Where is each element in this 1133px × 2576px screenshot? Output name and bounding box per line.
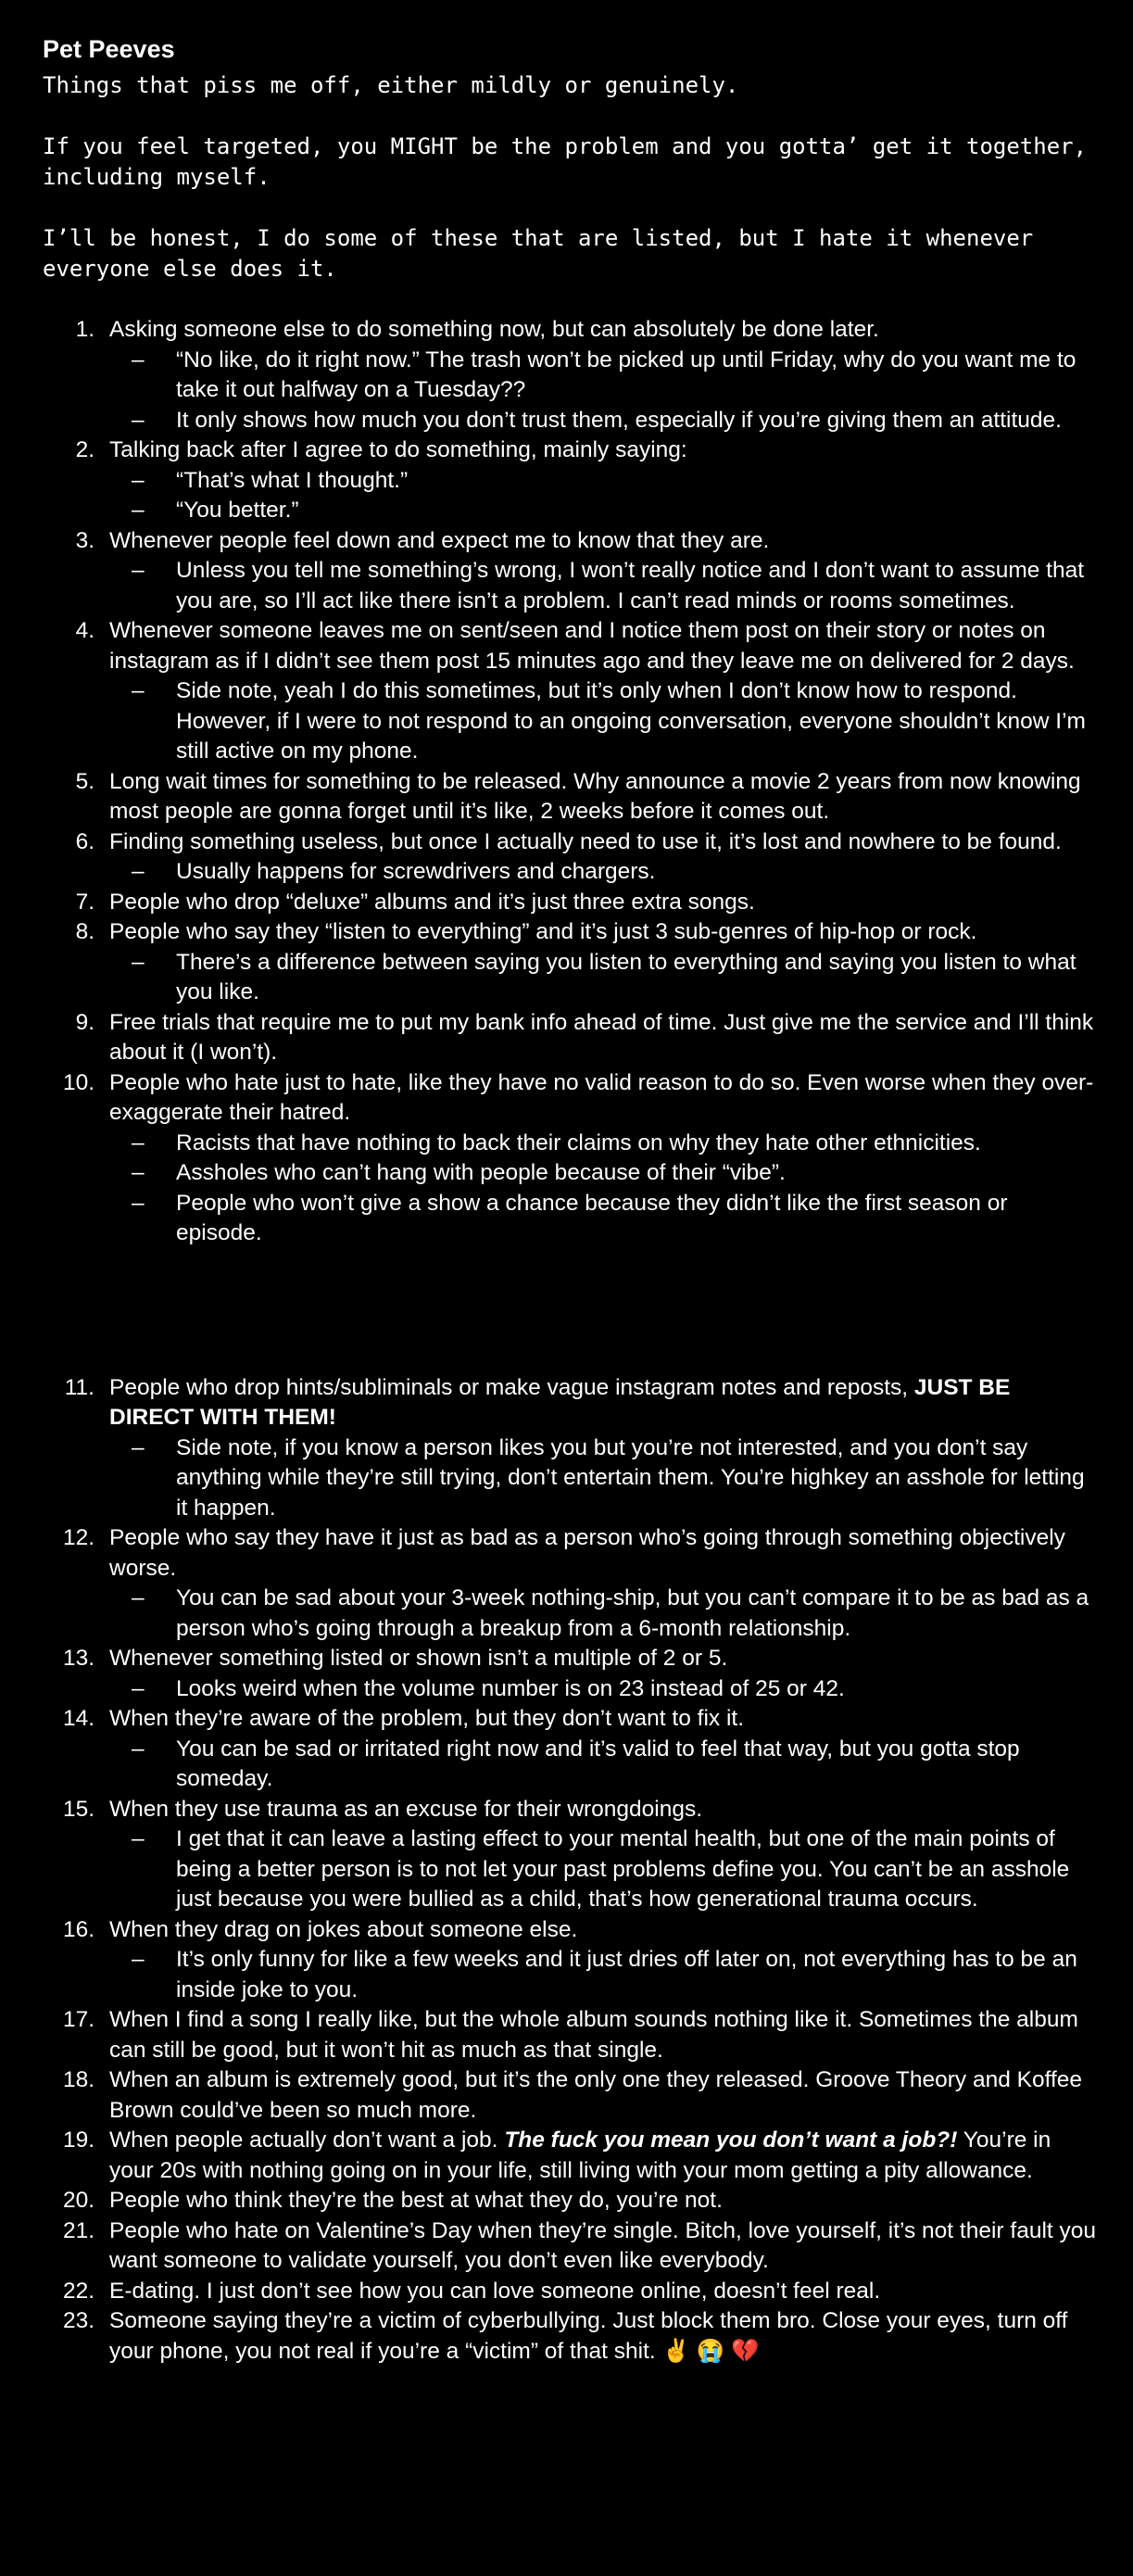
page-title: Pet Peeves bbox=[43, 35, 175, 63]
list-item-text: E-dating. I just don’t see how you can love someone online, doesn’t feel real. bbox=[109, 2278, 881, 2304]
dash-bullet: – bbox=[132, 949, 145, 975]
spacer bbox=[43, 284, 1099, 315]
list-item-text: Finding something useless, but once I actually need to use it, it’s lost and nowhere to be found. bbox=[109, 828, 1062, 854]
sub-list-item-text: Side note, if you know a person likes you but you’re not interested, and you don’t say anything while they’re still trying, don’t entertain them. You’re highkey an asshole for letting it happen. bbox=[176, 1434, 1085, 1521]
sub-list bbox=[109, 676, 1099, 767]
dash-bullet: – bbox=[132, 1736, 145, 1762]
sub-list bbox=[109, 1584, 1099, 1644]
sub-list bbox=[109, 1735, 1099, 1795]
sub-list-item-text: Racists that have nothing to back their claims on why they hate other ethnicities. bbox=[176, 1130, 981, 1155]
sub-list-item bbox=[109, 1129, 1099, 1159]
sub-list bbox=[109, 1129, 1099, 1249]
list-item bbox=[43, 1915, 1099, 2006]
list-item bbox=[43, 1795, 1099, 1915]
list-item-text: Long wait times for something to be released. Why announce a movie 2 years from now knowing most people are gonna forget until it’s like, 2 weeks before it comes out. bbox=[109, 768, 1081, 824]
list-item bbox=[43, 1068, 1099, 1249]
sub-list-item bbox=[109, 1674, 1099, 1705]
sub-list-item-text: People who won’t give a show a chance because they didn’t like the first season or episode. bbox=[176, 1190, 1008, 1245]
sub-list-item bbox=[109, 1433, 1099, 1524]
list-item bbox=[43, 827, 1099, 888]
dash-bullet: – bbox=[132, 859, 145, 884]
sub-list-item bbox=[109, 1735, 1099, 1795]
dash-bullet: – bbox=[132, 407, 145, 433]
sub-list bbox=[109, 556, 1099, 616]
list-item-text: Talking back after I agree to do something, mainly saying: bbox=[109, 437, 687, 462]
document bbox=[43, 33, 1099, 2367]
dash-bullet: – bbox=[132, 467, 145, 493]
sub-list-item-text: Looks weird when the volume number is on 23 instead of 25 or 42. bbox=[176, 1675, 845, 1701]
list-item-number: 23. bbox=[62, 2308, 94, 2333]
list-item bbox=[43, 1008, 1099, 1068]
list-item-number: 19. bbox=[62, 2128, 94, 2153]
list-item-number: 4. bbox=[75, 618, 94, 643]
list-item-text: When an album is extremely good, but it’s the only one they released. Groove Theory and Koffee Brown could’ve been so much more. bbox=[109, 2067, 1083, 2123]
dash-bullet: – bbox=[132, 498, 145, 523]
list-item-number: 9. bbox=[75, 1009, 94, 1035]
list-item-text: People who say they “listen to everything” and it’s just 3 sub-genres of hip-hop or rock. bbox=[109, 919, 977, 944]
list-item-text: Whenever people feel down and expect me to know that they are. bbox=[109, 527, 770, 553]
list-item-text: People who say they have it just as bad as a person who’s going through something objectively worse. bbox=[109, 1525, 1065, 1581]
list-item bbox=[43, 2216, 1099, 2277]
list-item-number: 13. bbox=[62, 1646, 94, 1671]
list-item-emphasis-text: The fuck you mean you don’t want a job?! bbox=[504, 2128, 958, 2153]
list-item-bold-text: JUST BE DIRECT WITH THEM! bbox=[109, 1374, 1011, 1430]
sub-list-item bbox=[109, 1189, 1099, 1249]
sub-list-item-text: Assholes who can’t hang with people because of their “vibe”. bbox=[176, 1160, 786, 1185]
sub-list-item-text: “That’s what I thought.” bbox=[176, 467, 409, 493]
list-item bbox=[43, 2065, 1099, 2126]
intro-line-2: If you feel targeted, you MIGHT be the problem and you gotta’ get it together, including myself. bbox=[43, 133, 1088, 190]
list-item bbox=[43, 1644, 1099, 1704]
dash-bullet: – bbox=[132, 1434, 145, 1460]
list-item-number: 2. bbox=[75, 437, 94, 462]
sub-list bbox=[109, 1674, 1099, 1705]
list-item-number: 15. bbox=[62, 1796, 94, 1822]
sub-list bbox=[109, 466, 1099, 526]
list-item-number: 16. bbox=[62, 1916, 94, 1942]
dash-bullet: – bbox=[132, 1947, 145, 1972]
list-item bbox=[43, 315, 1099, 436]
list-item-text: Whenever someone leaves me on sent/seen and I notice them post on their story or notes on instagram as if I didn’t see them post 15 minutes ago and they leave me on delivered for 2 days. bbox=[109, 618, 1075, 674]
list-item bbox=[43, 2005, 1099, 2065]
sub-list-item bbox=[109, 496, 1099, 526]
list-item-number: 6. bbox=[75, 828, 94, 854]
list-item-number: 1. bbox=[75, 317, 94, 342]
sub-list-item bbox=[109, 406, 1099, 436]
list-item bbox=[43, 1373, 1099, 1524]
list-item-number: 8. bbox=[75, 919, 94, 944]
dash-bullet: – bbox=[132, 1130, 145, 1155]
spacer bbox=[43, 101, 1099, 132]
sub-list-item-text: I get that it can leave a lasting effect to your mental health, but one of the main points of being a better person is to not let your past problems define you. You can’t be an asshole just because you were bullied as a child, that’s how generational trauma occurs. bbox=[176, 1826, 1070, 1912]
list-item-number: 10. bbox=[62, 1069, 94, 1095]
dash-bullet: – bbox=[132, 347, 145, 373]
pet-peeves-list bbox=[43, 315, 1099, 2367]
list-item-text: Someone saying they’re a victim of cyberbullying. Just block them bro. Close your eyes, turn off your phone, you not real if you’re a “victim” of that shit. ✌️ 😭 💔 bbox=[109, 2308, 1068, 2364]
list-item bbox=[43, 2306, 1099, 2367]
dash-bullet: – bbox=[132, 558, 145, 583]
list-item-text: When I find a song I really like, but the whole album sounds nothing like it. Sometimes the album can still be good, but it won’t hit as much as that single. bbox=[109, 2007, 1078, 2063]
dash-bullet: – bbox=[132, 1675, 145, 1701]
sub-list-item-text: “No like, do it right now.” The trash won’t be picked up until Friday, why do you want me to take it out halfway on a Tuesday?? bbox=[176, 347, 1076, 402]
sub-list-item-text: Unless you tell me something’s wrong, I won’t really notice and I don’t want to assume that you are, so I’ll act like there isn’t a problem. I can’t read minds or rooms sometimes. bbox=[176, 558, 1085, 613]
page-break-spacer bbox=[43, 1249, 1099, 1373]
sub-list-item bbox=[109, 466, 1099, 497]
list-item-text: People who hate just to hate, like they have no valid reason to do so. Even worse when they over-exaggerate their hatred. bbox=[109, 1069, 1094, 1125]
list-item-number: 21. bbox=[62, 2217, 94, 2243]
list-item-text: People who drop hints/subliminals or make vague instagram notes and reposts, bbox=[109, 1374, 914, 1400]
list-item-text: When they’re aware of the problem, but they don’t want to fix it. bbox=[109, 1706, 744, 1731]
list-item-number: 22. bbox=[62, 2278, 94, 2304]
sub-list-item bbox=[109, 1945, 1099, 2005]
list-item bbox=[43, 526, 1099, 617]
list-item-number: 14. bbox=[62, 1706, 94, 1731]
sub-list-item-text: It only shows how much you don’t trust them, especially if you’re giving them an attitude. bbox=[176, 407, 1062, 433]
sub-list-item bbox=[109, 1158, 1099, 1189]
list-item-text: When they use trauma as an excuse for their wrongdoings. bbox=[109, 1796, 703, 1822]
list-item-number: 17. bbox=[62, 2007, 94, 2032]
sub-list bbox=[109, 948, 1099, 1008]
sub-list-item-text: There’s a difference between saying you listen to everything and saying you listen to what you like. bbox=[176, 949, 1076, 1004]
sub-list-item bbox=[109, 1825, 1099, 1915]
list-item-text: Free trials that require me to put my bank info ahead of time. Just give me the service and I’ll think about it (I won’t). bbox=[109, 1009, 1094, 1065]
list-item-number: 5. bbox=[75, 768, 94, 794]
list-item-text: Asking someone else to do something now, but can absolutely be done later. bbox=[109, 317, 879, 342]
list-item bbox=[43, 2277, 1099, 2307]
list-item bbox=[43, 917, 1099, 1008]
dash-bullet: – bbox=[132, 1585, 145, 1610]
list-item-text: When they drag on jokes about someone else. bbox=[109, 1916, 578, 1942]
sub-list-item-text: You can be sad about your 3-week nothing-ship, but you can’t compare it to be as bad as a person who’s going through a breakup from a 6-month relationship. bbox=[176, 1585, 1089, 1641]
dash-bullet: – bbox=[132, 678, 145, 703]
list-item-text: People who drop “deluxe” albums and it’s just three extra songs. bbox=[109, 889, 755, 915]
sub-list-item-text: Usually happens for screwdrivers and chargers. bbox=[176, 859, 656, 884]
list-item-text-after: You’re in your 20s with nothing going on in your life, still living with your mom getting a pity allowance. bbox=[109, 2128, 1051, 2183]
list-item-number: 11. bbox=[64, 1374, 94, 1400]
sub-list-item-text: Side note, yeah I do this sometimes, but it’s only when I don’t know how to respond. However, if I were to not respond to an ongoing conversation, everyone shouldn’t know I’m still active on my phone. bbox=[176, 678, 1086, 764]
intro-line-3: I’ll be honest, I do some of these that are listed, but I hate it whenever everyone else does it. bbox=[43, 225, 1034, 282]
list-item-text: When people actually don’t want a job. bbox=[109, 2128, 505, 2153]
list-item bbox=[43, 1704, 1099, 1795]
sub-list bbox=[109, 346, 1099, 436]
sub-list bbox=[109, 1433, 1099, 1524]
sub-list-item-text: “You better.” bbox=[176, 498, 299, 523]
intro-line-1: Things that piss me off, either mildly or genuinely. bbox=[43, 72, 739, 98]
list-item-number: 3. bbox=[75, 527, 94, 553]
list-item-text: People who hate on Valentine’s Day when they’re single. Bitch, love yourself, it’s not their fault you want someone to validate yourself, you don’t even like everybody. bbox=[109, 2217, 1097, 2273]
list-item bbox=[43, 767, 1099, 827]
list-item-number: 7. bbox=[75, 889, 94, 915]
list-item bbox=[43, 888, 1099, 918]
dash-bullet: – bbox=[132, 1190, 145, 1216]
sub-list bbox=[109, 1825, 1099, 1915]
dash-bullet: – bbox=[132, 1826, 145, 1851]
sub-list-item bbox=[109, 1584, 1099, 1644]
list-item bbox=[43, 2126, 1099, 2186]
list-item bbox=[43, 1523, 1099, 1644]
sub-list-item bbox=[109, 556, 1099, 616]
list-item-number: 12. bbox=[62, 1525, 94, 1550]
list-item bbox=[43, 436, 1099, 526]
sub-list bbox=[109, 857, 1099, 888]
list-item bbox=[43, 2186, 1099, 2216]
list-item-number: 18. bbox=[62, 2067, 94, 2092]
list-item-text: People who think they’re the best at what they do, you’re not. bbox=[109, 2188, 723, 2213]
sub-list-item bbox=[109, 676, 1099, 767]
sub-list-item bbox=[109, 948, 1099, 1008]
list-item-number: 20. bbox=[62, 2188, 94, 2213]
sub-list-item-text: You can be sad or irritated right now and it’s valid to feel that way, but you gotta stop someday. bbox=[176, 1736, 1020, 1791]
sub-list-item-text: It’s only funny for like a few weeks and it just dries off later on, not everything has to be an inside joke to you. bbox=[176, 1947, 1077, 2002]
list-item-text: Whenever something listed or shown isn’t a multiple of 2 or 5. bbox=[109, 1646, 728, 1671]
sub-list bbox=[109, 1945, 1099, 2005]
sub-list-item bbox=[109, 857, 1099, 888]
list-item bbox=[43, 616, 1099, 767]
sub-list-item bbox=[109, 346, 1099, 406]
dash-bullet: – bbox=[132, 1160, 145, 1185]
spacer bbox=[43, 193, 1099, 223]
